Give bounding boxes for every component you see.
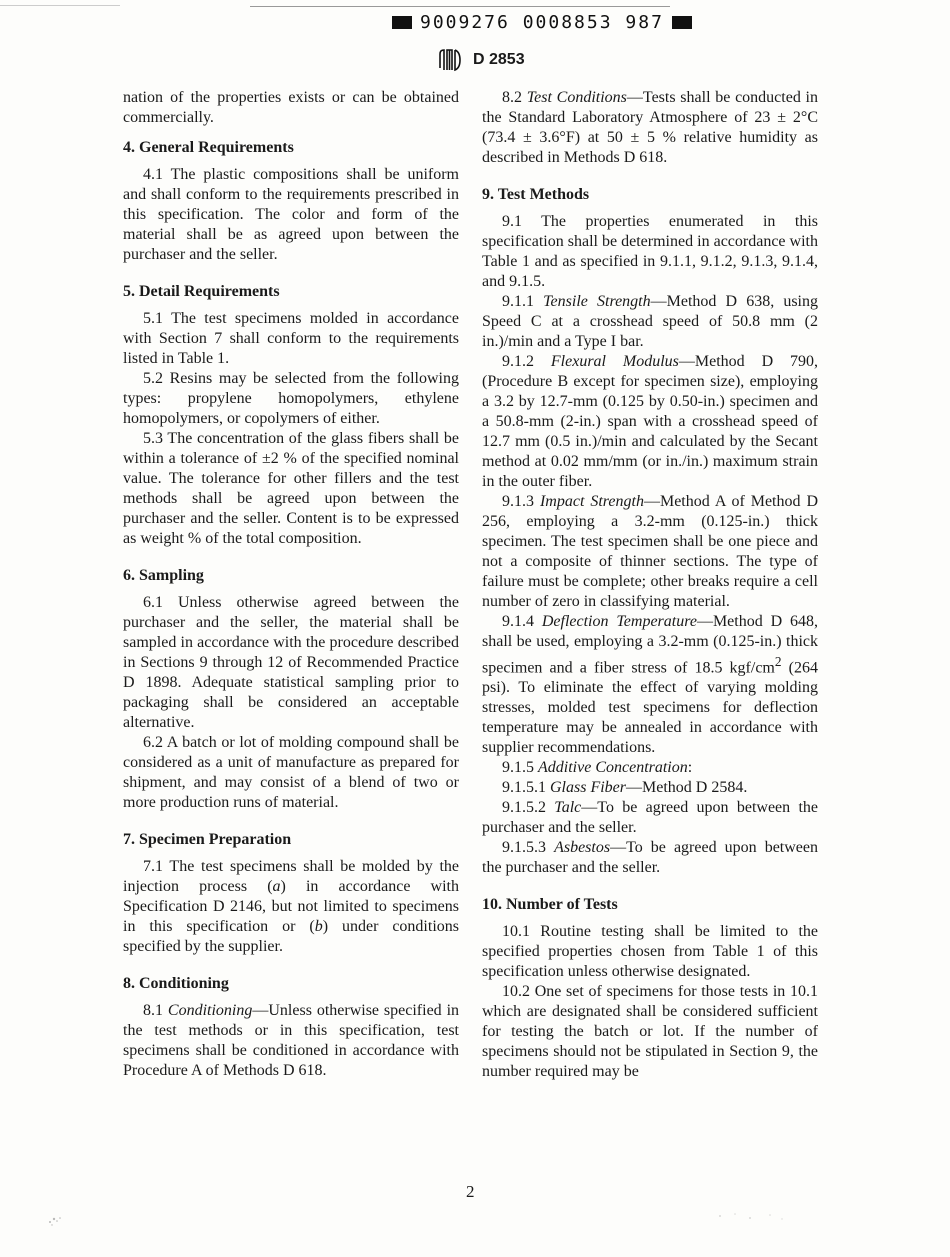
para-7-1-em-b: b bbox=[314, 918, 323, 935]
scan-noise-mark-right bbox=[700, 1206, 790, 1226]
section-10-heading: 10. Number of Tests bbox=[482, 896, 618, 914]
para-9-1-2-number: 9.1.2 bbox=[502, 353, 551, 370]
para-4-1: 4.1 The plastic compositions shall be uniform and shall conform to the requirements prescribed in this specification. The color and form of the material shall be as agreed upon between the purchaser and the seller. bbox=[123, 166, 459, 263]
para-10-2: 10.2 One set of specimens for those tests in 10.1 which are designated shall be considered sufficient for testing the batch or lot. If the number of specimens should not be stipulated in Section 9, the number required may be bbox=[482, 983, 818, 1081]
para-9-1-2 bbox=[482, 352, 818, 492]
para-9-1-1-number: 9.1.1 bbox=[502, 293, 544, 310]
section-5-heading: 5. Detail Requirements bbox=[123, 283, 280, 300]
scan-line-top bbox=[250, 6, 670, 7]
para-10-1: 10.1 Routine testing shall be limited to the specified properties chosen from Table 1 of this specification unless otherwise designated. bbox=[482, 923, 818, 981]
para-6-1: 6.1 Unless otherwise agreed between the purchaser and the seller, the material shall be sampled in accordance with the procedure described in Sections 9 through 12 of Recommended Practice D 1898. Adequate statistical sampling prior to packaging shall be considered an acceptable alternative. bbox=[123, 594, 459, 731]
section-8-heading: 8. Conditioning bbox=[123, 975, 229, 992]
astm-logo-icon bbox=[437, 48, 463, 72]
para-9-1-3-text: —Method A of Method D 256, employing a 3.2-mm (0.125-in.) thick specimen. The test specimen shall be one piece and not a composite of thinner sections. The type of failure must be complete; other breaks require a cell number of zero in classifying material. bbox=[482, 493, 818, 610]
para-9-1-5-2 bbox=[482, 798, 818, 838]
para-8-2-title: Test Conditions bbox=[526, 89, 627, 106]
para-8-1-title: Conditioning bbox=[167, 1002, 253, 1019]
para-7-1 bbox=[123, 857, 459, 957]
standard-id: D 2853 bbox=[473, 51, 525, 68]
para-9-1-5-2-title: Talc bbox=[554, 799, 582, 817]
para-9-1-3-number: 9.1.3 bbox=[502, 493, 540, 510]
document-barcode bbox=[392, 11, 692, 33]
para-9-1-5-title: Additive Concentration bbox=[538, 759, 688, 777]
right-column bbox=[482, 88, 818, 1082]
scan-noise-mark bbox=[46, 1212, 68, 1228]
para-7-1-em-a: a bbox=[272, 878, 281, 895]
page-number: 2 bbox=[466, 1182, 475, 1201]
barcode-text: 9009276 0008853 987 bbox=[420, 11, 664, 33]
para-9-1-1-title: Tensile Strength bbox=[543, 293, 651, 310]
para-9-1-5-1-text: —Method D 2584. bbox=[626, 779, 748, 797]
continued-paragraph: nation of the properties exists or can be obtained commercially. bbox=[123, 89, 459, 126]
section-7-heading: 7. Specimen Preparation bbox=[123, 831, 292, 848]
barcode-block-right bbox=[672, 16, 692, 29]
para-6-2: 6.2 A batch or lot of molding compound shall be considered as a unit of manufacture as prepared for shipment, and may consist of a blend of two or more production runs of material. bbox=[123, 734, 459, 811]
para-8-1 bbox=[123, 1001, 459, 1081]
barcode-block-left bbox=[392, 16, 412, 29]
para-9-1-5 bbox=[482, 758, 818, 778]
para-5-1: 5.1 The test specimens molded in accordance with Section 7 shall conform to the requirements listed in Table 1. bbox=[123, 310, 459, 367]
para-9-1-5-text: : bbox=[687, 759, 693, 777]
para-9-1-1-text: —Method D 638, using Speed C at a crosshead speed of 50.8 mm (2 in.)/min and a Type I bar. bbox=[482, 293, 818, 350]
para-9-1-5-1 bbox=[482, 778, 818, 798]
para-9-1-4-text-b: (264 psi). To eliminate the effect of varying molding stresses, molded test specimens for deflection temperature may be annealed in accordance with supplier recommendations. bbox=[482, 659, 819, 757]
para-9-1-5-3 bbox=[482, 838, 818, 878]
para-8-2 bbox=[482, 88, 818, 168]
para-9-1-5-1-title: Glass Fiber bbox=[550, 779, 626, 797]
para-9-1-1 bbox=[482, 292, 818, 352]
para-8-2-number: 8.2 bbox=[502, 89, 527, 106]
para-9-1-3-title: Impact Strength bbox=[539, 493, 644, 510]
para-9-1-5-3-title: Asbestos bbox=[554, 839, 611, 857]
para-5-3: 5.3 The concentration of the glass fibers shall be within a tolerance of ±2 % of the specified nominal value. The tolerance for other fillers and the test methods shall be agreed upon between the purchaser and the seller. Content is to be expressed as weight % of the total composition. bbox=[123, 430, 459, 547]
scan-line-left bbox=[0, 5, 120, 6]
para-7-1-part-a: 7.1 The test specimens shall be molded by the injection process ( bbox=[123, 858, 459, 895]
para-9-1-2-text: —Method D 790, (Procedure B except for specimen size), employing a 3.2 by 12.7-mm (0.125 by 0.50-in.) specimen and a 50.8-mm (2-in.) span with a crosshead speed of 12.7 mm (0.5 in.)/min and calculated by the Secant method at 0.02 mm/mm (or in./in.) maximum strain in the outer fiber. bbox=[482, 353, 819, 490]
para-8-1-text: —Unless otherwise specified in the test methods or in this specification, test specimens shall be conditioned in accordance with Procedure A of Methods D 618. bbox=[123, 1002, 460, 1079]
para-9-1-3 bbox=[482, 492, 818, 612]
section-6-heading: 6. Sampling bbox=[123, 567, 204, 584]
para-9-1-4-title: Deflection Temperature bbox=[541, 613, 697, 630]
para-5-2: 5.2 Resins may be selected from the following types: propylene homopolymers, ethylene homopolymers, or copolymers of either. bbox=[123, 370, 459, 427]
para-9-1-5-1-number: 9.1.5.1 bbox=[502, 779, 550, 797]
para-9-1: 9.1 The properties enumerated in this specification shall be determined in accordance with Table 1 and as specified in 9.1.1, 9.1.2, 9.1.3, 9.1.4, and 9.1.5. bbox=[482, 213, 818, 290]
para-7-1-part-c: ) under conditions specified by the supplier. bbox=[123, 918, 459, 955]
para-8-2-text: —Tests shall be conducted in the Standard Laboratory Atmosphere of 23 ± 2°C (73.4 ± 3.6°F) at 50 ± 5 % relative humidity as described in Methods D 618. bbox=[482, 89, 819, 166]
para-9-1-5-3-number: 9.1.5.3 bbox=[502, 839, 555, 857]
left-column bbox=[123, 88, 459, 1081]
para-9-1-5-2-number: 9.1.5.2 bbox=[502, 799, 555, 817]
para-9-1-5-number: 9.1.5 bbox=[502, 759, 538, 777]
section-4-heading: 4. General Requirements bbox=[123, 139, 294, 156]
para-9-1-4 bbox=[482, 612, 818, 758]
para-9-1-5-2-text: —To be agreed upon between the purchaser and the seller. bbox=[482, 799, 818, 837]
para-9-1-4-text-a: —Method D 648, shall be used, employing a 3.2-mm (0.125-in.) thick specimen and a fiber stress of 18.5 kgf/cm bbox=[482, 613, 818, 677]
para-9-1-4-superscript: 2 bbox=[774, 654, 782, 669]
para-9-1-2-title: Flexural Modulus bbox=[550, 353, 679, 370]
para-9-1-5-3-text: —To be agreed upon between the purchaser and the seller. bbox=[482, 839, 818, 877]
para-7-1-part-b: ) in accordance with Specification D 2146, but not limited to specimens in this specification or ( bbox=[123, 878, 459, 935]
section-9-heading: 9. Test Methods bbox=[482, 186, 590, 203]
para-9-1-4-number: 9.1.4 bbox=[502, 613, 542, 630]
para-8-1-number: 8.1 bbox=[143, 1002, 168, 1019]
page-header bbox=[437, 48, 525, 72]
